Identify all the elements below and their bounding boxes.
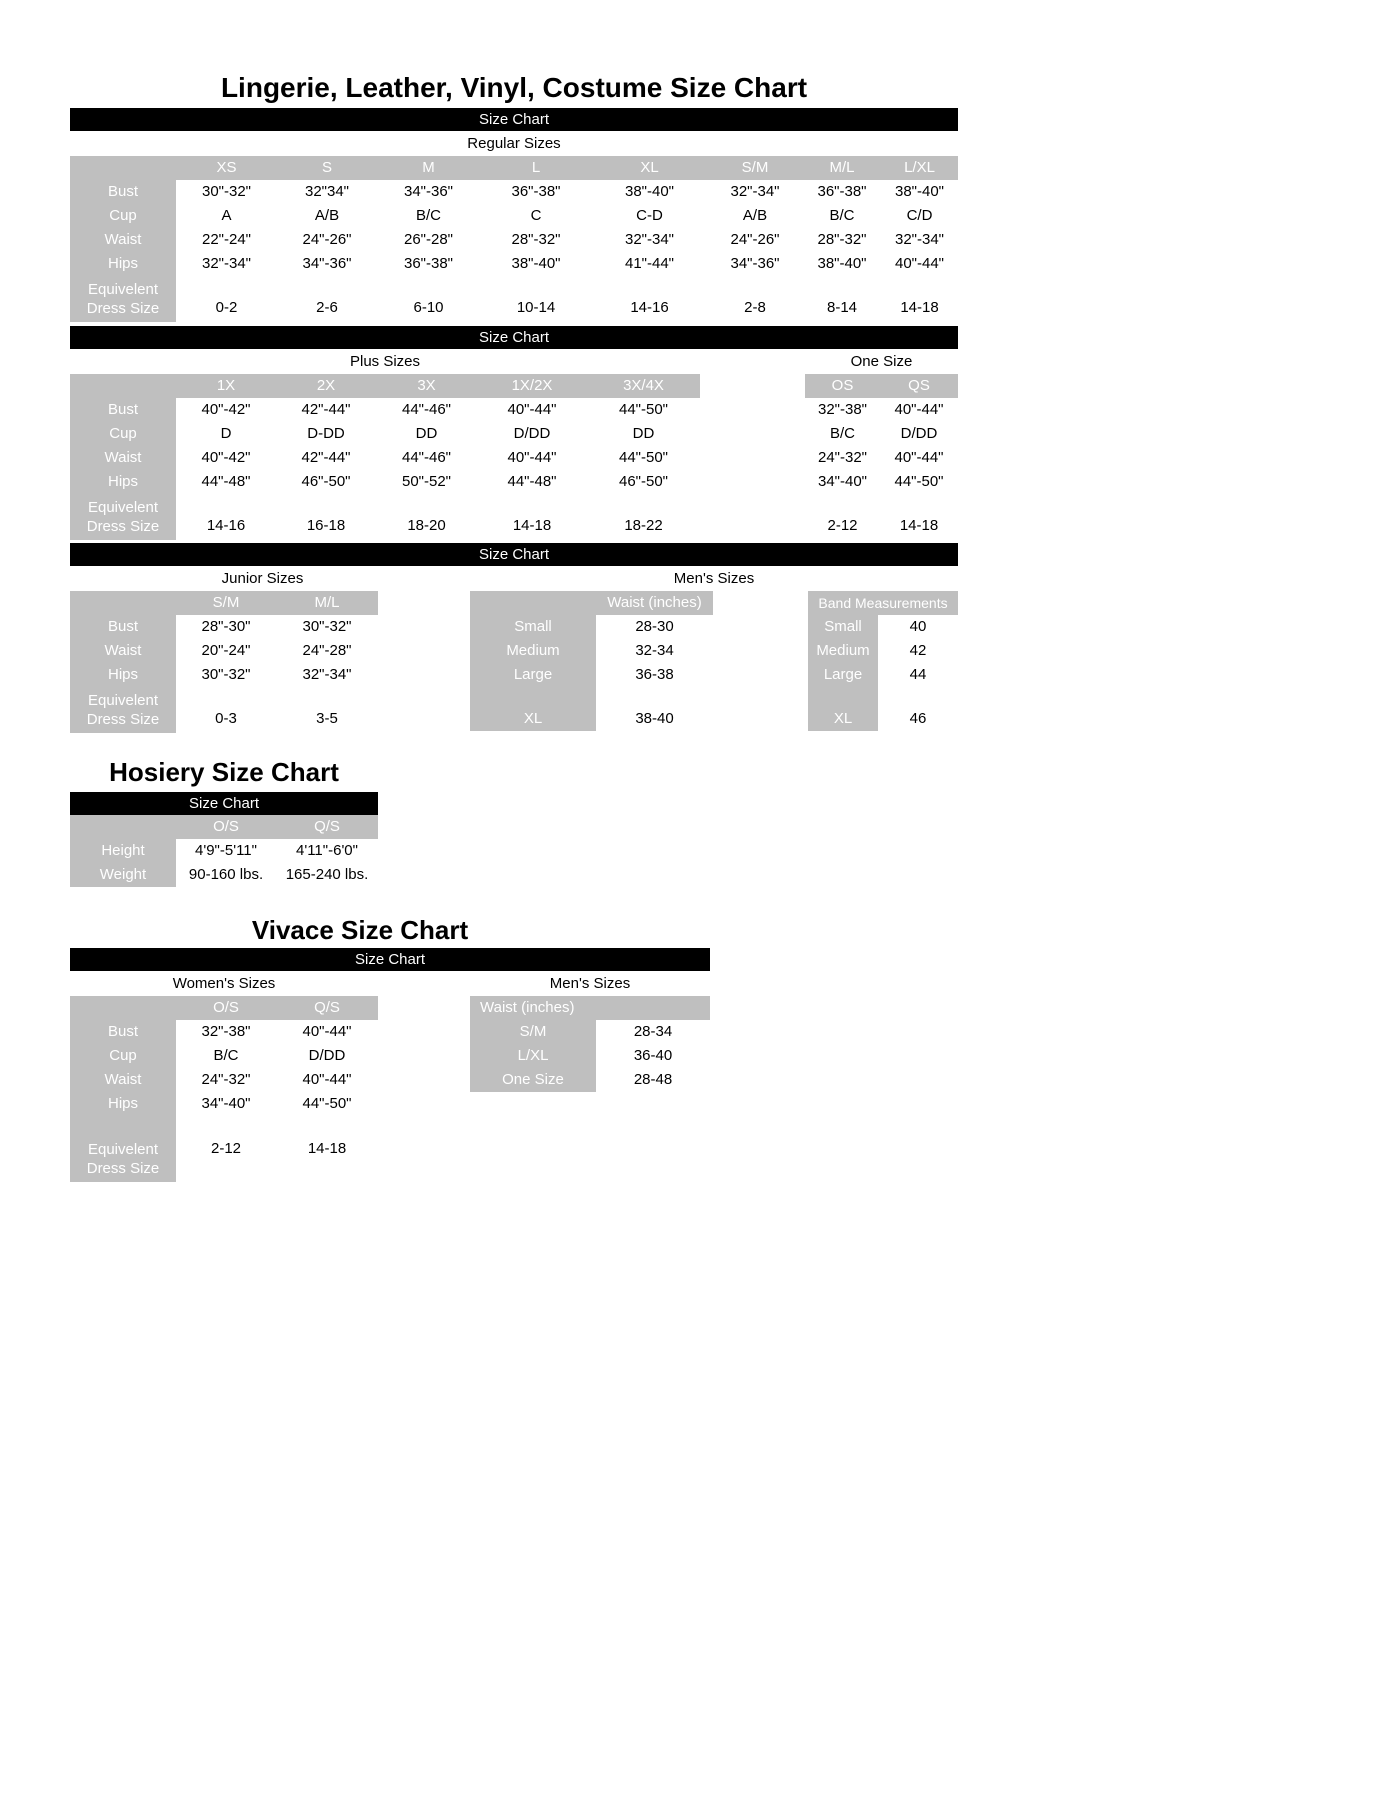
table-row: [70, 276, 958, 322]
size-cell: D: [220, 425, 232, 442]
column-header: OS: [805, 374, 880, 398]
size-cell: 26"-28": [403, 231, 453, 248]
size-cell: 44"-46": [401, 401, 451, 418]
spacer: [700, 349, 805, 374]
table-row: [70, 180, 958, 204]
table-row: [470, 639, 713, 663]
size-cell: 44"-48": [507, 473, 557, 490]
empty-row: [70, 1116, 378, 1136]
row-label: Waist: [70, 639, 176, 663]
size-cell: 44"-46": [401, 449, 451, 466]
row-label: XL: [808, 707, 878, 731]
size-cell: 24"-28": [302, 642, 352, 659]
table-row: [70, 615, 378, 639]
plus-sizes-section: [70, 326, 958, 540]
size-cell: DD: [632, 425, 655, 442]
size-cell: 30"-32": [302, 618, 352, 635]
size-cell: 16-18: [306, 517, 346, 534]
row-label: [70, 687, 176, 733]
spacer: [700, 446, 805, 470]
size-cell: B/C: [829, 207, 855, 224]
junior-mens-section: [70, 543, 958, 728]
size-cell: 32-34: [635, 642, 674, 659]
table-row: [70, 1092, 378, 1116]
table-row: [70, 252, 958, 276]
size-cell: 14-16: [630, 299, 669, 316]
size-cell: 40"-44": [302, 1023, 352, 1040]
column-header: L: [480, 156, 592, 180]
column-header: XS: [176, 156, 277, 180]
column-header: S: [277, 156, 377, 180]
table-row: [70, 422, 958, 446]
size-cell: 32"-34": [894, 231, 944, 248]
table-row: [70, 1020, 378, 1044]
size-cell: 90-160 lbs.: [188, 866, 264, 883]
row-label: Cup: [70, 204, 176, 228]
size-cell: 34"-36": [403, 183, 453, 200]
empty-row: [808, 687, 958, 707]
row-label: Medium: [470, 639, 596, 663]
size-cell: 40"-42": [201, 401, 251, 418]
row-label: Large: [470, 663, 596, 687]
row-label-line2: Dress Size: [86, 711, 160, 728]
size-cell: 44"-50": [618, 449, 668, 466]
column-header: Q/S: [276, 815, 378, 839]
section-label: Plus Sizes: [349, 353, 421, 370]
vivace-mens-table: [470, 996, 710, 1092]
size-cell: D/DD: [900, 425, 938, 442]
header-spacer: [70, 996, 176, 1020]
section-label-row: [70, 349, 958, 374]
column-header: 3X/4X: [587, 374, 700, 398]
size-cell: 38"-40": [817, 255, 867, 272]
size-cell: 165-240 lbs.: [285, 866, 369, 883]
table-row: [70, 863, 378, 887]
header-row: [470, 591, 713, 615]
size-cell: 28-48: [633, 1071, 673, 1088]
column-header: Band Measurements: [808, 591, 958, 615]
size-cell: 14-18: [899, 517, 939, 534]
row-label: Waist: [70, 1068, 176, 1092]
header-spacer: [70, 374, 176, 398]
table-row: [470, 615, 713, 639]
header-row: [70, 996, 378, 1020]
size-chart-bar: Size Chart: [70, 948, 710, 971]
size-cell: 2-12: [210, 1140, 242, 1157]
size-cell: 42"-44": [301, 449, 351, 466]
junior-table: [70, 591, 378, 733]
table-row: [70, 839, 378, 863]
size-cell: 40"-44": [894, 401, 944, 418]
column-header: M/L: [276, 591, 378, 615]
table-row: [470, 1068, 710, 1092]
table-row: [70, 446, 958, 470]
row-label-line1: Equivelent: [87, 499, 159, 516]
size-cell: 6-10: [413, 299, 444, 316]
size-cell: C-D: [636, 207, 663, 224]
size-cell: 28"-32": [511, 231, 561, 248]
size-cell: 20"-24": [201, 642, 251, 659]
size-cell: 38"-40": [624, 183, 674, 200]
vivace-womens-table: [70, 996, 378, 1182]
size-cell: 28-30: [635, 618, 674, 635]
size-cell: 32"-34": [730, 183, 780, 200]
table-row: [70, 663, 378, 687]
column-header: QS: [880, 374, 958, 398]
spacer: [700, 494, 805, 540]
column-header: Waist (inches): [596, 591, 713, 615]
size-cell: 2-6: [316, 299, 338, 316]
row-label: Bust: [70, 180, 176, 204]
size-cell: 36-38: [635, 666, 674, 683]
row-label-line1: Equivelent: [87, 692, 159, 709]
row-label: Large: [808, 663, 878, 687]
size-cell: 8-14: [826, 299, 858, 316]
table-row: [808, 707, 958, 731]
row-label: Waist: [70, 446, 176, 470]
size-cell: 46: [909, 710, 927, 727]
size-cell: 0-2: [215, 299, 238, 316]
table-row: [70, 494, 958, 540]
size-chart-bar: Size Chart: [70, 792, 378, 815]
spacer: [378, 971, 470, 996]
column-header: 1X/2X: [477, 374, 587, 398]
size-cell: 44"-50": [618, 401, 668, 418]
size-cell: 10-14: [516, 299, 556, 316]
section-label: Junior Sizes: [221, 570, 304, 587]
size-cell: 24"-26": [730, 231, 780, 248]
row-label: Bust: [70, 1020, 176, 1044]
size-cell: 14-18: [512, 517, 552, 534]
size-cell: A: [221, 207, 232, 224]
size-cell: 34"-36": [730, 255, 780, 272]
column-header: 1X: [176, 374, 276, 398]
size-cell: A/B: [742, 207, 768, 224]
mens-band-table: [808, 591, 958, 731]
size-cell: 40"-44": [302, 1071, 352, 1088]
spacer: [70, 1116, 176, 1136]
size-cell: D/DD: [513, 425, 551, 442]
row-label-line2: Dress Size: [86, 1160, 160, 1177]
row-label: [70, 494, 176, 540]
row-label: Medium: [808, 639, 878, 663]
size-cell: 14-18: [307, 1140, 347, 1157]
row-label-line1: Equivelent: [87, 281, 159, 298]
row-label: [70, 1136, 176, 1182]
size-cell: 38-40: [635, 710, 674, 727]
section-label-row: [70, 566, 958, 591]
size-cell: 28"-30": [201, 618, 251, 635]
size-cell: 34"-40": [201, 1095, 251, 1112]
header-row: [808, 591, 958, 615]
spacer: [700, 398, 805, 422]
size-chart-bar: Size Chart: [70, 543, 958, 566]
size-cell: 4'11"-6'0": [296, 842, 358, 859]
header-row: [70, 815, 378, 839]
size-cell: 36"-38": [403, 255, 453, 272]
table-row: [808, 663, 958, 687]
table-row: [808, 615, 958, 639]
size-cell: D-DD: [307, 425, 345, 442]
size-cell: 34"-40": [817, 473, 867, 490]
spacer: [700, 470, 805, 494]
size-cell: 30"-32": [201, 183, 251, 200]
empty-row: [470, 687, 713, 707]
header-spacer: [70, 156, 176, 180]
size-cell: 32"-38": [201, 1023, 251, 1040]
size-cell: 40: [909, 618, 927, 635]
size-cell: B/C: [213, 1047, 239, 1064]
column-header: 2X: [276, 374, 376, 398]
column-header: M: [377, 156, 480, 180]
size-cell: 32"-34": [201, 255, 251, 272]
table-row: [470, 1020, 710, 1044]
size-cell: 46"-50": [618, 473, 668, 490]
row-label: [70, 276, 176, 322]
size-cell: 28"-32": [817, 231, 867, 248]
section-label-row: [70, 971, 710, 996]
table-row: [470, 1044, 710, 1068]
spacer: [176, 1116, 276, 1136]
size-cell: 24"-32": [201, 1071, 251, 1088]
header-spacer: [70, 591, 176, 615]
row-label: XL: [470, 707, 596, 731]
row-label: Bust: [70, 398, 176, 422]
table-row: [70, 470, 958, 494]
row-label: Hips: [70, 252, 176, 276]
row-label-line2: Dress Size: [86, 518, 160, 535]
row-label: Waist: [70, 228, 176, 252]
table-row: [808, 639, 958, 663]
size-cell: 4'9"-5'11": [195, 842, 257, 859]
header-spacer: [470, 591, 596, 615]
size-cell: 42"-44": [301, 401, 351, 418]
spacer: [700, 422, 805, 446]
size-cell: 32"-34": [624, 231, 674, 248]
table-row: [70, 1068, 378, 1092]
table-row: [470, 663, 713, 687]
section-label: Men's Sizes: [673, 570, 755, 587]
size-cell: 36-40: [633, 1047, 673, 1064]
size-cell: 50"-52": [401, 473, 451, 490]
header-spacer: [70, 815, 176, 839]
size-cell: 44: [909, 666, 927, 683]
size-cell: 36"-38": [511, 183, 561, 200]
size-cell: 14-16: [206, 517, 246, 534]
size-cell: C: [530, 207, 542, 224]
column-header: O/S: [176, 815, 276, 839]
row-label: Weight: [70, 863, 176, 887]
size-cell: 32"-38": [817, 401, 867, 418]
row-label: One Size: [470, 1068, 596, 1092]
spacer: [596, 687, 713, 707]
row-label: Hips: [70, 470, 176, 494]
section-label: One Size: [850, 353, 913, 370]
table-row: [70, 1136, 378, 1182]
row-label-line1: Equivelent: [87, 1141, 159, 1158]
column-header: O/S: [176, 996, 276, 1020]
header-row: [470, 996, 710, 1020]
size-cell: 18-22: [624, 517, 663, 534]
spacer: [276, 1116, 378, 1136]
column-header: L/XL: [881, 156, 958, 180]
header-row: [70, 374, 958, 398]
size-cell: 36"-38": [817, 183, 867, 200]
regular-sizes-section: [70, 108, 958, 322]
size-cell: 2-12: [827, 517, 858, 534]
size-cell: 3-5: [316, 710, 338, 727]
size-cell: 30"-32": [201, 666, 251, 683]
section-label: Women's Sizes: [172, 975, 276, 992]
size-cell: 40"-44": [894, 255, 944, 272]
row-label: L/XL: [470, 1044, 596, 1068]
size-cell: B/C: [415, 207, 441, 224]
row-label: Cup: [70, 1044, 176, 1068]
size-cell: 32"-34": [302, 666, 352, 683]
spacer: [455, 566, 470, 591]
hosiery-section: [70, 756, 378, 887]
size-cell: 40"-44": [507, 449, 557, 466]
column-header: M/L: [803, 156, 881, 180]
size-cell: 14-18: [900, 299, 939, 316]
row-label: Small: [808, 615, 878, 639]
header-row: [70, 591, 378, 615]
size-cell: DD: [415, 425, 438, 442]
spacer: [808, 687, 878, 707]
size-chart-bar: Size Chart: [70, 108, 958, 131]
size-cell: D/DD: [308, 1047, 346, 1064]
row-label: Hips: [70, 663, 176, 687]
size-cell: 24"-26": [302, 231, 352, 248]
size-cell: 44"-50": [894, 473, 944, 490]
size-cell: 40"-42": [201, 449, 251, 466]
table-row: [70, 228, 958, 252]
size-cell: C/D: [906, 207, 933, 224]
row-label: Height: [70, 839, 176, 863]
table-row: [70, 639, 378, 663]
table-row: [70, 1044, 378, 1068]
column-header: Q/S: [276, 996, 378, 1020]
size-cell: 0-3: [215, 710, 237, 727]
size-cell: 18-20: [407, 517, 446, 534]
size-cell: 32"34": [304, 183, 350, 200]
vivace-title: Vivace Size Chart: [251, 915, 469, 945]
section-label-row: [70, 131, 958, 156]
vivace-section: [70, 914, 710, 1177]
column-header: XL: [592, 156, 707, 180]
size-cell: 40"-44": [894, 449, 944, 466]
size-cell: 41"-44": [624, 255, 674, 272]
spacer: [700, 374, 805, 398]
size-chart-bar: Size Chart: [70, 326, 958, 349]
size-cell: 24"-32": [817, 449, 867, 466]
size-cell: 44"-48": [201, 473, 251, 490]
hosiery-title: Hosiery Size Chart: [109, 757, 339, 787]
row-label: Small: [470, 615, 596, 639]
column-header: 3X: [376, 374, 477, 398]
row-label: Hips: [70, 1092, 176, 1116]
section-label: Men's Sizes: [549, 975, 631, 992]
table-row: [70, 398, 958, 422]
table-row: [470, 707, 713, 731]
size-cell: 2-8: [744, 299, 766, 316]
size-cell: 46"-50": [301, 473, 351, 490]
main-title: Lingerie, Leather, Vinyl, Costume Size Chart: [220, 72, 808, 103]
table-row: [70, 204, 958, 228]
row-label: Bust: [70, 615, 176, 639]
column-header: S/M: [176, 591, 276, 615]
row-label-line2: Dress Size: [86, 300, 160, 317]
size-cell: A/B: [314, 207, 340, 224]
table-row: [70, 687, 378, 733]
mens-waist-table: [470, 591, 713, 731]
size-cell: 38"-40": [511, 255, 561, 272]
section-label: Regular Sizes: [467, 135, 561, 152]
size-cell: 22"-24": [201, 231, 251, 248]
size-cell: 42: [909, 642, 927, 659]
size-cell: 44"-50": [302, 1095, 352, 1112]
row-label: S/M: [470, 1020, 596, 1044]
column-header: Waist (inches): [470, 996, 710, 1020]
spacer: [878, 687, 958, 707]
row-label: Cup: [70, 422, 176, 446]
size-cell: 34"-36": [302, 255, 352, 272]
size-cell: 38"-40": [894, 183, 944, 200]
size-cell: B/C: [829, 425, 855, 442]
column-header: S/M: [707, 156, 803, 180]
size-cell: 40"-44": [507, 401, 557, 418]
header-row: [70, 156, 958, 180]
size-cell: 28-34: [633, 1023, 673, 1040]
spacer: [470, 687, 596, 707]
